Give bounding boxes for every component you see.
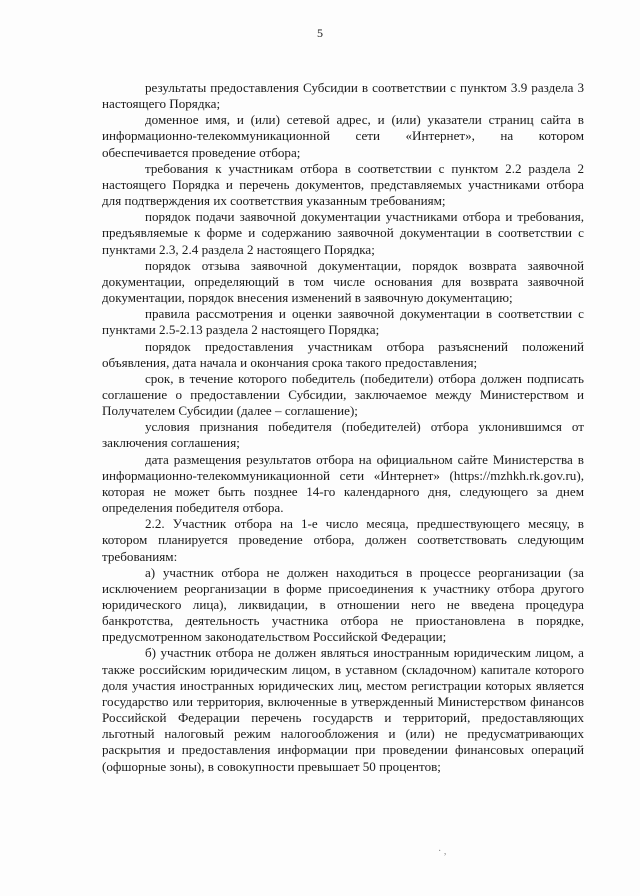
document-body — [102, 80, 584, 775]
paragraph-results: результаты предоставления Субсидии в соответствии с пунктом 3.9 раздела 3 настоящего Порядка; — [102, 80, 584, 112]
paragraph-submission-procedure: порядок подачи заявочной документации участниками отбора и требования, предъявляемые к форме и содержанию заявочной документации в соответствии с пунктами 2.3, 2.4 раздела 2 настоящего Порядка; — [102, 209, 584, 257]
paragraph-evaluation-rules: правила рассмотрения и оценки заявочной документации в соответствии с пунктами 2.5-2.13 раздела 2 настоящего Порядка; — [102, 306, 584, 338]
page-number: 5 — [317, 26, 323, 40]
paragraph-requirement-a: а) участник отбора не должен находиться в процессе реорганизации (за исключением реорганизации в форме присоединения к участнику отбора другого юридического лица), ликвидации, в отношении него не введена процедура банкротства, деятельность участника отбора не приостановлена в порядке, предусмотренном законодательством Российской Федерации; — [102, 564, 584, 645]
paragraph-participant-requirements: требования к участникам отбора в соответствии с пунктом 2.2 раздела 2 настоящего Порядка и перечень документов, представляемых участниками отбора для подтверждения их соответствия указанным требованиям; — [102, 160, 584, 209]
paragraph-requirement-b: б) участник отбора не должен являться иностранным юридическим лицом, а также российским юридическим лицом, в уставном (складочном) капитале которого доля участия иностранных юридических лиц, местом регистрации которых является государство или территория, включенные в утвержденный Министерством финансов Российской Федерации перечень государств и территорий, предоставляющих льготный налоговый режим налогообложения и (или) не предусматривающих раскрытия и предоставления информации при проведении финансовых операций (офшорные зоны), в совокупности превышает 50 процентов; — [102, 645, 584, 774]
scan-artifact: · , — [438, 846, 447, 857]
paragraph-section-2-2: 2.2. Участник отбора на 1-е число месяца, предшествующего месяцу, в котором планируется проведение отбора, должен соответствовать следующим требованиям: — [102, 516, 584, 564]
paragraph-evasion-conditions: условия признания победителя (победителей) отбора уклонившимся от заключения соглашения; — [102, 419, 584, 451]
paragraph-agreement-deadline: срок, в течение которого победитель (победители) отбора должен подписать соглашение о предоставлении Субсидии, заключаемое между Министерством и Получателем Субсидии (далее – соглашение); — [102, 370, 584, 419]
paragraph-results-publication: дата размещения результатов отбора на официальном сайте Министерства в информационно-телекоммуникационной сети «Интернет» (https://mzhkh.rk.gov.ru), которая не может быть позднее 14-го календарного дня, следующего за днем определения победителя отбора. — [102, 451, 584, 516]
paragraph-clarifications: порядок предоставления участникам отбора разъяснений положений объявления, дата начала и окончания срока такого предоставления; — [102, 338, 584, 370]
paragraph-domain-name: доменное имя, и (или) сетевой адрес, и (или) указатели страниц сайта в информационно-телекоммуникационной сети «Интернет», на котором обеспечивается проведение отбора; — [102, 112, 584, 160]
paragraph-withdrawal-procedure: порядок отзыва заявочной документации, порядок возврата заявочной документации, определяющий в том числе основания для возврата заявочной документации, порядок внесения изменений в заявочную документацию; — [102, 257, 584, 306]
